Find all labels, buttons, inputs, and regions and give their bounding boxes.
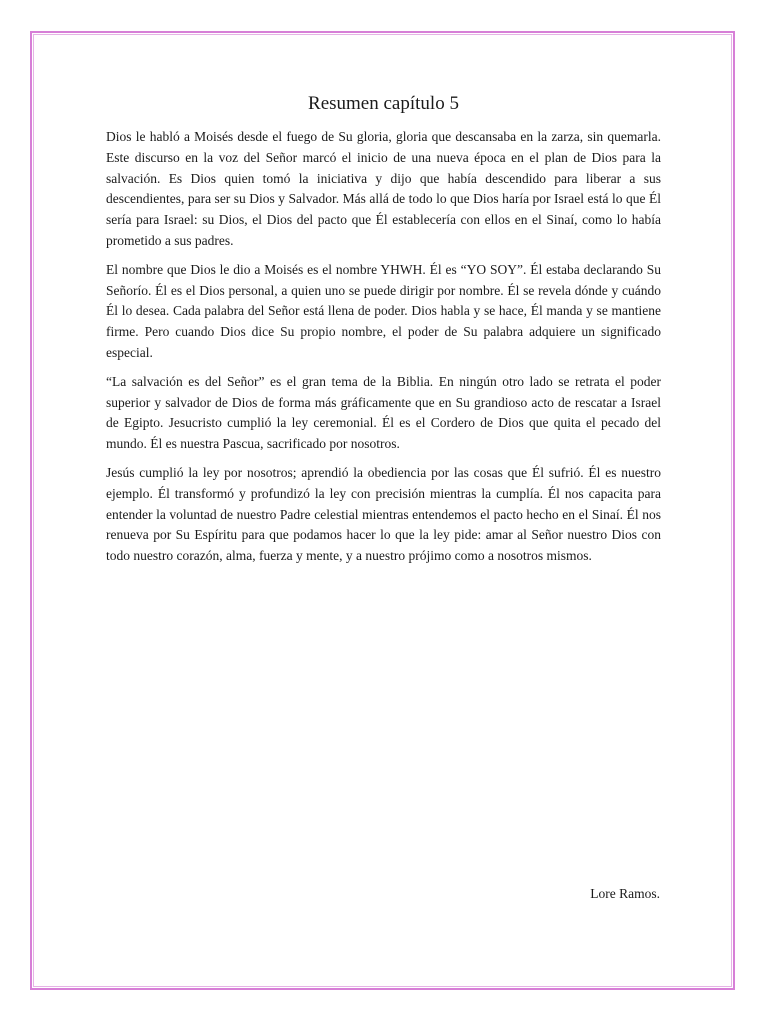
author-signature: Lore Ramos. [590, 886, 660, 901]
paragraph-3: “La salvación es del Señor” es el gran tema de la Biblia. En ningún otro lado se retrata el poder superior y salvador de Dios de forma más gráficamente que en Su grandioso acto de rescatar a Israel de Egipto. Jesucristo cumplió la ley ceremonial. Él es el Cordero de Dios que quita el pecado del mundo. Él es nuestra Pascua, sacrificado por nosotros. [106, 373, 661, 452]
document-body [106, 90, 661, 575]
document-title: Resumen capítulo 5 [308, 93, 459, 114]
paragraph-2: El nombre que Dios le dio a Moisés es el nombre YHWH. Él es “YO SOY”. Él estaba declarando Su Señorío. Él es el Dios personal, a quien uno se puede dirigir por nombre. Él se revela dónde y cuándo Él lo desea. Cada palabra del Señor está llena de poder. Dios habla y se hace, Él manda y se mantiene firme. Pero cuando Dios dice Su propio nombre, el poder de Su palabra adquiere un significado especial. [106, 261, 661, 360]
paragraph-1: Dios le habló a Moisés desde el fuego de Su gloria, gloria que descansaba en la zarza, sin quemarla. Este discurso en la voz del Señor marcó el inicio de una nueva época en el plan de Dios para la salvación. Es Dios quien tomó la iniciativa y dijo que había descendido para liberar a sus descendientes, para ser su Dios y Salvador. Más allá de todo lo que Dios haría por Israel está lo que Él sería para Israel: su Dios, el Dios del pacto que Él establecería con ellos en el Sinaí, como lo había prometido a sus padres. [106, 129, 661, 248]
paragraph-4: Jesús cumplió la ley por nosotros; aprendió la obediencia por las cosas que Él sufrió. Él es nuestro ejemplo. Él transformó y profundizó la ley con precisión mientras la cumplía. Él nos capacita para entender la voluntad de nuestro Padre celestial mientras entendemos el pacto hecho en el Sinaí. Él nos renueva por Su Espíritu para que podamos hacer lo que la ley pide: amar al Señor nuestro Dios con todo nuestro corazón, alma, fuerza y mente, y a nuestro prójimo como a nosotros mismos. [106, 464, 661, 564]
